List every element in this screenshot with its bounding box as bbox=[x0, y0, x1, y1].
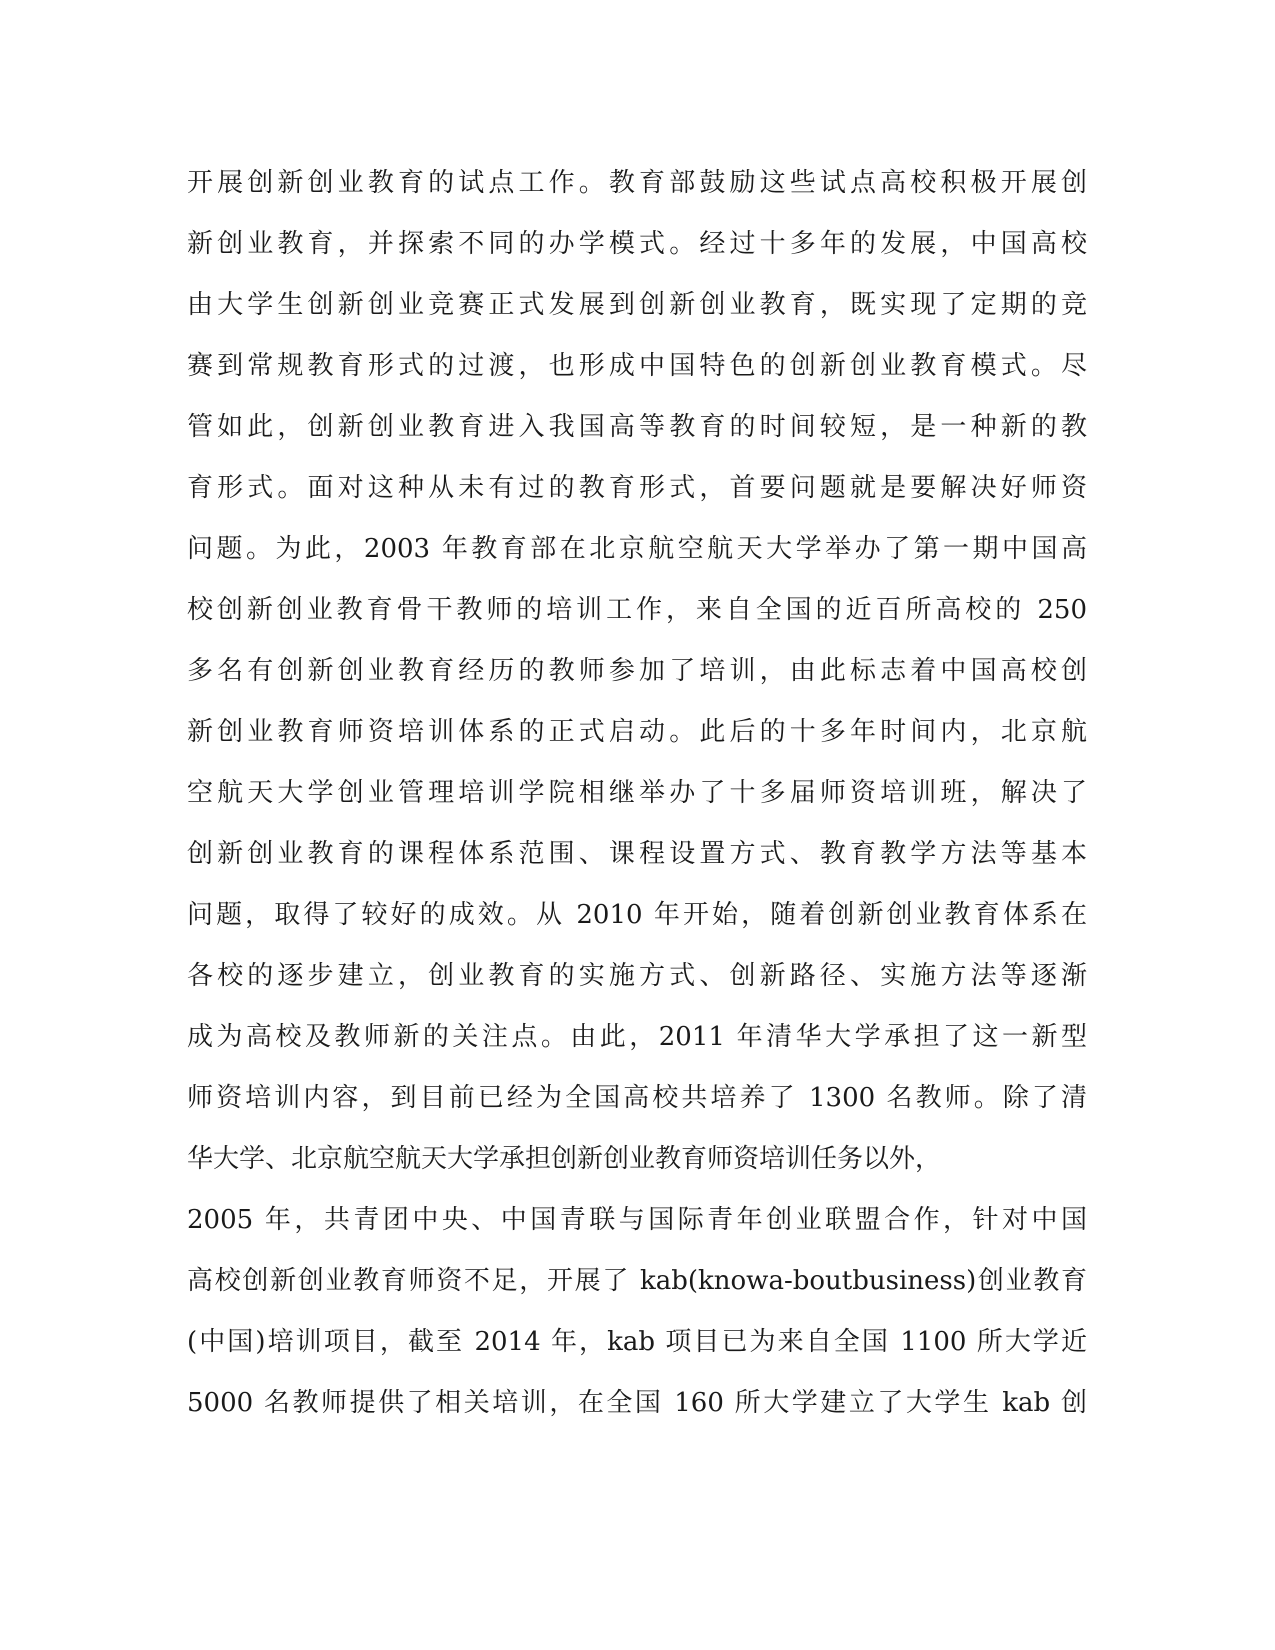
body-paragraph bbox=[187, 163, 1087, 1444]
text-line: 成为高校及教师新的关注点。由此，2011 年清华大学承担了这一新型 bbox=[187, 1022, 1087, 1052]
text-line: 新创业教育，并探索不同的办学模式。经过十多年的发展，中国高校 bbox=[187, 229, 1087, 259]
text-line: 由大学生创新创业竞赛正式发展到创新创业教育，既实现了定期的竞 bbox=[187, 290, 1087, 320]
text-line: 多名有创新创业教育经历的教师参加了培训，由此标志着中国高校创 bbox=[187, 656, 1087, 686]
text-line: 赛到常规教育形式的过渡，也形成中国特色的创新创业教育模式。尽 bbox=[187, 351, 1087, 381]
text-line: 开展创新创业教育的试点工作。教育部鼓励这些试点高校积极开展创 bbox=[187, 168, 1087, 198]
text-line: 5000 名教师提供了相关培训，在全国 160 所大学建立了大学生 kab 创 bbox=[187, 1388, 1087, 1418]
text-line: 问题，取得了较好的成效。从 2010 年开始，随着创新创业教育体系在 bbox=[187, 900, 1087, 930]
text-line: 各校的逐步建立，创业教育的实施方式、创新路径、实施方法等逐渐 bbox=[187, 961, 1087, 991]
text-line: (中国)培训项目，截至 2014 年，kab 项目已为来自全国 1100 所大学近 bbox=[187, 1327, 1087, 1357]
text-line: 2005 年，共青团中央、中国青联与国际青年创业联盟合作，针对中国 bbox=[187, 1205, 1087, 1235]
text-line: 校创新创业教育骨干教师的培训工作，来自全国的近百所高校的 250 bbox=[187, 595, 1087, 625]
text-line: 问题。为此，2003 年教育部在北京航空航天大学举办了第一期中国高 bbox=[187, 534, 1087, 564]
text-line: 华大学、北京航空航天大学承担创新创业教育师资培训任务以外， bbox=[187, 1144, 942, 1174]
text-line: 育形式。面对这种从未有过的教育形式，首要问题就是要解决好师资 bbox=[187, 473, 1087, 503]
text-line: 师资培训内容，到目前已经为全国高校共培养了 1300 名教师。除了清 bbox=[187, 1083, 1087, 1113]
text-line: 新创业教育师资培训体系的正式启动。此后的十多年时间内，北京航 bbox=[187, 717, 1087, 747]
text-line: 空航天大学创业管理培训学院相继举办了十多届师资培训班，解决了 bbox=[187, 778, 1087, 808]
text-line: 管如此，创新创业教育进入我国高等教育的时间较短，是一种新的教 bbox=[187, 412, 1087, 442]
text-line: 高校创新创业教育师资不足，开展了 kab(knowa-boutbusiness)创业教育 bbox=[187, 1266, 1087, 1296]
text-line: 创新创业教育的课程体系范围、课程设置方式、教育教学方法等基本 bbox=[187, 839, 1087, 869]
